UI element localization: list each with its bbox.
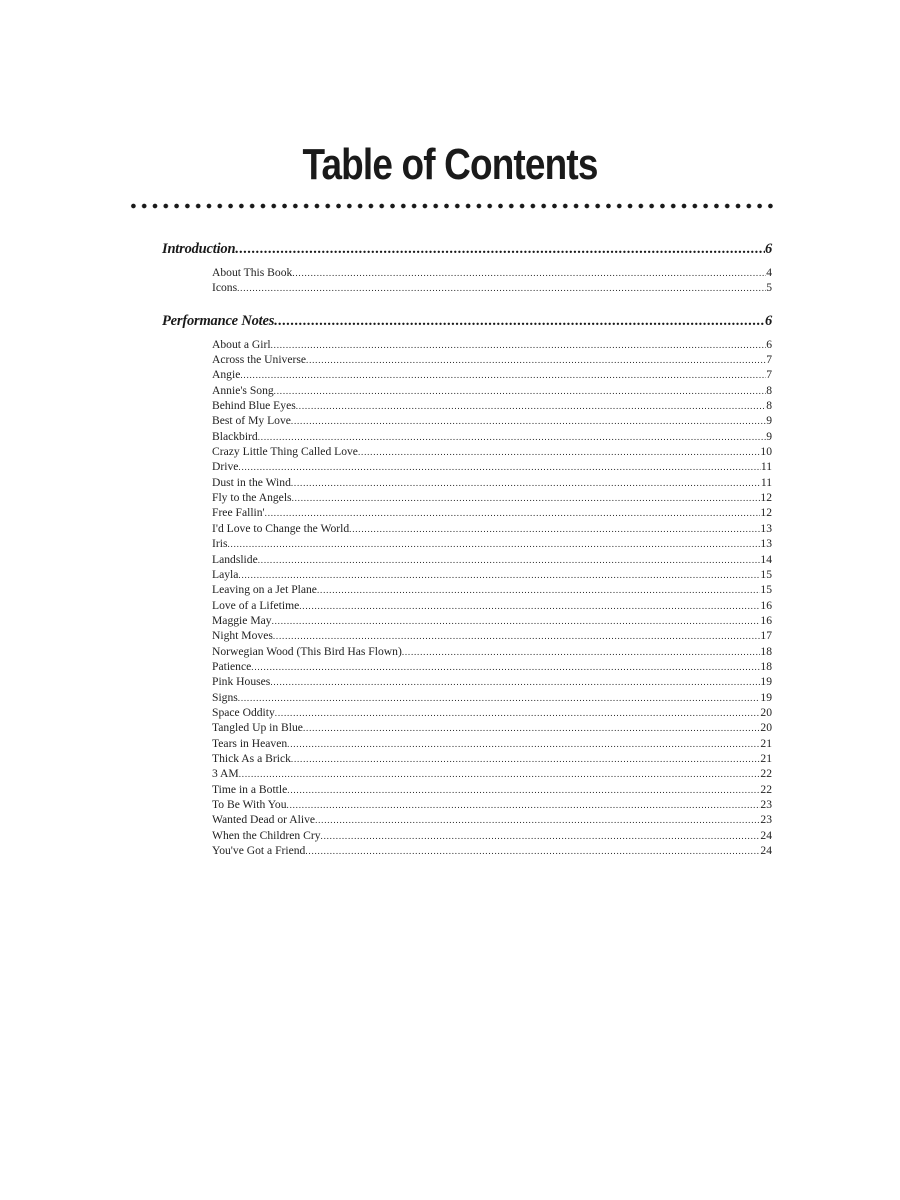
toc-entry-label: Drive — [212, 460, 239, 474]
toc-entry-label: Best of My Love — [212, 414, 291, 428]
toc-entry-page: 8 — [766, 383, 772, 397]
toc-entry-label: About This Book — [212, 266, 293, 279]
toc-entry[interactable] — [212, 536, 772, 551]
dot-leader — [274, 312, 765, 330]
toc-entry-page: 23 — [760, 813, 772, 827]
toc-entry-page: 19 — [760, 675, 772, 689]
dot-leader — [287, 797, 761, 813]
toc-entry[interactable] — [212, 613, 772, 628]
dot-leader — [291, 413, 766, 429]
toc-entry-label: Tangled Up in Blue — [212, 721, 303, 735]
toc-entry[interactable] — [212, 690, 772, 705]
toc-entry-label: You've Got a Friend — [212, 844, 306, 858]
toc-entry-page: 15 — [760, 583, 772, 597]
toc-entry-label: Icons — [212, 281, 238, 295]
toc-entry[interactable] — [212, 736, 772, 751]
toc-entry-label: Thick As a Brick — [212, 751, 291, 765]
dot-leader — [291, 475, 761, 491]
dot-leader — [321, 828, 761, 844]
toc-entry-page: 24 — [760, 828, 772, 842]
toc-entry-page: 15 — [760, 567, 772, 581]
toc-entry-label: Behind Blue Eyes — [212, 399, 296, 413]
dot-leader — [292, 265, 766, 281]
toc-entry-page: 22 — [760, 767, 772, 781]
title-dotted-rule — [128, 203, 775, 209]
toc-entry-page: 5 — [766, 281, 772, 295]
toc-part-performance-notes[interactable] — [162, 312, 772, 330]
toc-entry-page: 24 — [760, 844, 772, 858]
dot-leader — [306, 352, 766, 368]
toc-entry-label: Leaving on a Jet Plane — [212, 583, 317, 597]
toc-part-page: 6 — [764, 241, 772, 257]
toc-entry[interactable] — [212, 552, 772, 567]
dot-leader — [273, 628, 761, 644]
toc-entry-page: 21 — [760, 736, 772, 750]
toc-entry-label: Layla — [212, 567, 239, 581]
toc-part-page: 6 — [764, 312, 772, 329]
toc-entry-label: Iris — [212, 537, 228, 551]
toc-entry-label: Fly to the Angels — [212, 491, 292, 505]
toc-entry-label: Time in a Bottle — [212, 782, 288, 796]
dot-leader — [299, 598, 760, 614]
toc-entry-label: Free Fallin' — [212, 506, 265, 520]
toc-entry-page: 4 — [766, 266, 772, 279]
toc-entry-page: 9 — [766, 429, 772, 443]
toc-entry-label: Blackbird — [212, 429, 258, 443]
toc-entry[interactable] — [212, 429, 772, 444]
toc-entry[interactable] — [212, 812, 772, 827]
toc-entry-label: 3 AM — [212, 767, 239, 781]
toc-entry[interactable] — [212, 413, 772, 428]
toc-entry[interactable] — [212, 367, 772, 382]
toc-entry[interactable] — [212, 843, 772, 858]
toc-list — [162, 240, 772, 858]
dot-leader — [275, 705, 761, 721]
toc-entry[interactable] — [212, 782, 772, 797]
toc-entry-label: Maggie May — [212, 613, 272, 627]
toc-entry-page: 18 — [760, 644, 772, 658]
toc-entry[interactable] — [212, 398, 772, 413]
toc-entry[interactable] — [212, 644, 772, 659]
toc-entry-label: Dust in the Wind — [212, 475, 291, 489]
dot-leader — [235, 240, 765, 258]
dot-leader — [239, 766, 761, 782]
toc-entry-label: Wanted Dead or Alive — [212, 813, 316, 827]
toc-entry-page: 12 — [760, 506, 772, 520]
toc-entry-page: 11 — [760, 475, 772, 489]
toc-part-label: Introduction — [162, 241, 236, 257]
toc-entry[interactable] — [212, 352, 772, 367]
dot-leader — [251, 659, 760, 675]
toc-entry[interactable] — [212, 751, 772, 766]
toc-entry[interactable] — [212, 582, 772, 597]
toc-entry-page: 6 — [766, 337, 772, 351]
toc-entry[interactable] — [212, 659, 772, 674]
toc-entry[interactable] — [212, 828, 772, 843]
page-title: Table of Contents — [302, 140, 598, 189]
dot-leader — [237, 280, 766, 296]
toc-entry-label: I'd Love to Change the World — [212, 521, 350, 535]
toc-entry-page: 10 — [760, 445, 772, 459]
toc-entry[interactable] — [212, 628, 772, 643]
toc-entry[interactable] — [212, 383, 772, 398]
toc-entry-label: Tears in Heaven — [212, 736, 288, 750]
dot-leader — [296, 398, 766, 414]
dot-leader — [317, 582, 760, 598]
toc-entry[interactable] — [212, 674, 772, 689]
toc-entry-page: 13 — [760, 521, 772, 535]
dot-leader — [287, 782, 760, 798]
dot-leader — [272, 613, 761, 629]
toc-entry-page: 21 — [760, 751, 772, 765]
dot-leader — [238, 690, 761, 706]
toc-entry-label: Space Oddity — [212, 705, 275, 719]
toc-entry-label: Signs — [212, 690, 238, 704]
toc-entry-page: 23 — [760, 798, 772, 811]
dot-leader — [292, 490, 761, 506]
toc-entry[interactable] — [212, 444, 772, 459]
dot-leader — [270, 674, 760, 690]
toc-entry-label: Angie — [212, 368, 241, 382]
dot-leader — [274, 383, 767, 399]
toc-entry-label: When the Children Cry — [212, 828, 321, 842]
toc-entry-label: Night Moves — [212, 629, 273, 643]
toc-entry-page: 17 — [760, 629, 772, 643]
toc-entry-page: 22 — [760, 782, 772, 796]
toc-part-label: Performance Notes — [162, 312, 275, 329]
dot-leader — [258, 429, 766, 445]
dot-leader — [305, 843, 760, 859]
dot-leader — [315, 812, 760, 828]
dot-leader — [303, 720, 760, 736]
toc-entry-page: 9 — [766, 414, 772, 428]
toc-part-introduction[interactable] — [162, 240, 772, 258]
dot-leader — [349, 521, 760, 537]
toc-entry-label: Patience — [212, 659, 252, 673]
toc-entry-label: To Be With You — [212, 798, 287, 811]
dot-leader — [402, 644, 761, 660]
toc-entry-page: 8 — [766, 399, 772, 413]
toc-entry-icons[interactable] — [212, 280, 772, 295]
toc-entry[interactable] — [212, 475, 772, 490]
toc-entry-page: 11 — [760, 460, 772, 474]
toc-entry-page: 14 — [760, 552, 772, 566]
dot-leader — [358, 444, 760, 460]
dot-leader — [238, 459, 760, 475]
toc-entry-label: Pink Houses — [212, 675, 271, 689]
toc-entry-label: Norwegian Wood (This Bird Has Flown) — [212, 644, 402, 658]
toc-entry-page: 12 — [760, 491, 772, 505]
dot-leader — [238, 567, 760, 583]
toc-entry-label: About a Girl — [212, 337, 271, 351]
toc-entry[interactable] — [212, 337, 772, 352]
toc-entry-label: Across the Universe — [212, 353, 307, 367]
toc-entry[interactable] — [212, 720, 772, 735]
dot-leader — [287, 736, 760, 752]
toc-entry-label: Annie's Song — [212, 383, 274, 397]
dot-leader — [271, 337, 767, 353]
toc-entry-label: Crazy Little Thing Called Love — [212, 445, 358, 459]
dot-leader — [291, 751, 761, 767]
toc-entry[interactable] — [212, 490, 772, 505]
toc-entry-page: 20 — [760, 705, 772, 719]
toc-entry[interactable] — [212, 598, 772, 613]
dot-leader — [258, 552, 761, 568]
toc-entry[interactable] — [212, 505, 772, 520]
dot-leader — [227, 536, 760, 552]
toc-entry[interactable] — [212, 567, 772, 582]
toc-entry-label: Love of a Lifetime — [212, 598, 300, 612]
toc-entry-label: Landslide — [212, 552, 258, 566]
dot-leader — [265, 505, 761, 521]
toc-entry-page: 16 — [760, 598, 772, 612]
toc-entry-page: 20 — [760, 721, 772, 735]
dot-leader — [240, 367, 766, 383]
toc-entry[interactable] — [212, 521, 772, 536]
toc-entry-page: 16 — [760, 613, 772, 627]
toc-entry-page: 7 — [766, 368, 772, 382]
toc-entry-about-this-book[interactable] — [212, 265, 772, 280]
toc-entry-page: 13 — [760, 537, 772, 551]
toc-entry-page: 19 — [760, 690, 772, 704]
toc-entry[interactable] — [212, 766, 772, 781]
toc-entry-page: 18 — [760, 659, 772, 673]
toc-entry[interactable] — [212, 459, 772, 474]
toc-entry-page: 7 — [766, 353, 772, 367]
toc-entry[interactable] — [212, 797, 772, 812]
toc-entry[interactable] — [212, 705, 772, 720]
